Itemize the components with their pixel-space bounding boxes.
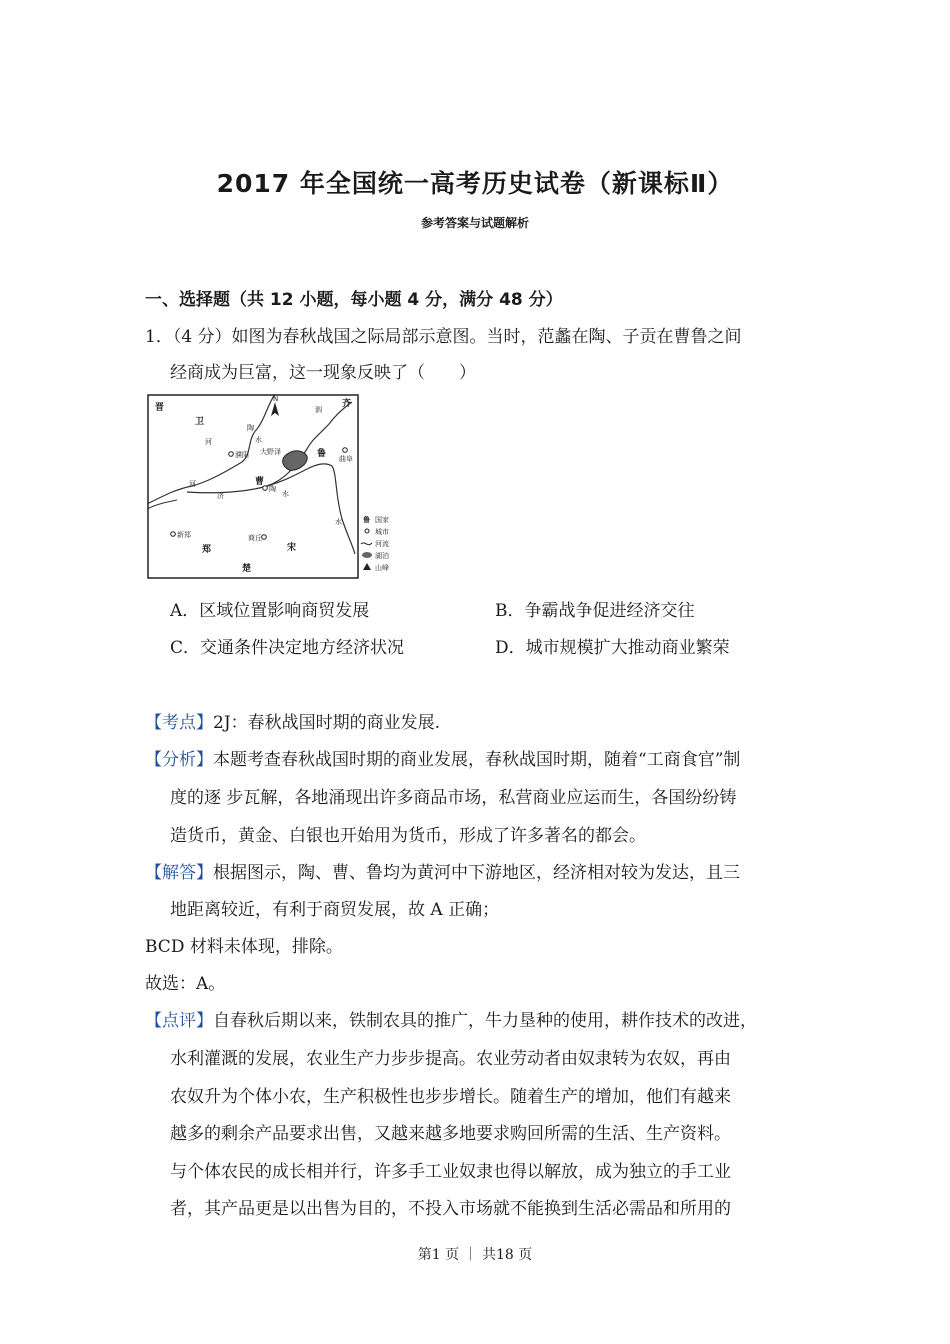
dianping-tag: 【点评】 <box>145 1011 213 1031</box>
legend-lake-icon <box>362 552 372 558</box>
label-tao: 陶 <box>269 485 276 493</box>
legend-river: 河流 <box>375 540 389 548</box>
fenxi-line1 <box>145 745 740 770</box>
page-footer: 第1 页 ｜ 共18 页 <box>417 1247 533 1263</box>
river-label: 水 <box>255 436 262 444</box>
option-c: C．交通条件决定地方经济状况 <box>170 638 405 658</box>
dianping-line2: 水利灌溉的发展，农业生产力步步提高。农业劳动者由奴隶转为农奴，再由 <box>170 1049 731 1069</box>
section-heading: 一、选择题（共 12 小题，每小题 4 分，满分 48 分） <box>145 290 563 310</box>
label-xinzheng: 新郑 <box>177 531 191 539</box>
legend-city-icon <box>365 529 369 533</box>
dianping-line4: 越多的剩余产品要求出售，又越来越多地要求购回所需的生活、生产资料。 <box>170 1124 731 1144</box>
label-lu: 鲁 <box>317 449 327 459</box>
dianping-line3: 农奴升为个体小农，生产积极性也步步增长。随着生产的增加，他们有越来 <box>170 1087 731 1107</box>
river-label: 水 <box>335 518 342 526</box>
legend-mountain-icon <box>363 563 371 570</box>
label-jin: 晋 <box>155 403 165 413</box>
option-a: A．区域位置影响商贸发展 <box>170 601 370 621</box>
fenxi-line2: 度的逐 步瓦解，各地涌现出许多商品市场，私营商业应运而生，各国纷纷铸 <box>170 788 737 808</box>
label-qi: 齐 <box>342 399 352 409</box>
legend-mountain: 山峰 <box>375 564 389 572</box>
label-chu: 楚 <box>242 564 252 574</box>
dianping-text1: 自春秋后期以来，铁制农具的推广，牛力垦种的使用，耕作技术的改进， <box>213 1011 757 1031</box>
river-label: 河 <box>205 438 212 446</box>
city-marker <box>229 452 234 457</box>
river-label: 河 <box>189 480 196 488</box>
label-shangqiu: 商丘 <box>248 534 262 542</box>
question-stem-line2: 经商成为巨富，这一现象反映了（ ） <box>170 363 476 383</box>
label-qufu: 曲阜 <box>339 455 353 463</box>
jieda-line1 <box>145 858 740 883</box>
question-stem-line1: 1．（4 分）如图为春秋战国之际局部示意图。当时，范蠡在陶、子贡在曹鲁之间 <box>145 327 742 347</box>
river-label: 水 <box>282 490 289 498</box>
river-label: 陶 <box>247 424 254 432</box>
jieda-tag: 【解答】 <box>145 863 213 883</box>
label-cao: 曹 <box>255 477 265 487</box>
label-puyang: 濮阳 <box>235 451 249 459</box>
legend-city: 城市 <box>375 528 389 536</box>
fenxi-text1: 本题考查春秋战国时期的商业发展，春秋战国时期，随着“工商食官”制 <box>213 750 741 770</box>
historical-map <box>147 394 407 580</box>
page-title: 2017 年全国统一高考历史试卷（新课标Ⅱ） <box>216 169 734 198</box>
jieda-text1: 根据图示，陶、曹、鲁均为黄河中下游地区，经济相对较为发达，且三 <box>213 863 740 883</box>
fenxi-line3: 造货币，黄金、白银也开始用为货币，形成了许多著名的都会。 <box>170 826 646 846</box>
label-daye: 大野泽 <box>260 448 281 456</box>
city-marker <box>343 448 348 453</box>
label-zheng: 郑 <box>202 545 212 555</box>
option-d: D．城市规模扩大推动商业繁荣 <box>495 638 730 658</box>
legend-state-sample: 鲁 <box>363 516 370 524</box>
answer-line: 故选：A。 <box>145 974 226 994</box>
north-label: N <box>273 395 279 403</box>
legend-state: 国家 <box>375 516 389 524</box>
page-subtitle: 参考答案与试题解析 <box>420 216 529 230</box>
jieda-line3: BCD 材料未体现，排除。 <box>145 937 343 957</box>
river-label: 济 <box>217 492 224 500</box>
kaodian-tag: 【考点】 <box>145 713 213 733</box>
city-marker <box>262 535 267 540</box>
legend-lake: 湖泊 <box>375 552 389 560</box>
city-marker <box>171 532 176 537</box>
river-label: 泗 <box>315 406 322 414</box>
kaodian-text: 2J：春秋战国时期的商业发展. <box>213 713 441 733</box>
label-wei: 卫 <box>195 417 205 427</box>
legend-river-icon <box>361 543 372 545</box>
label-song: 宋 <box>287 543 297 553</box>
dianping-line6: 者，其产品更是以出售为目的，不投入市场就不能换到生活必需品和所用的 <box>170 1199 731 1219</box>
jieda-line2: 地距离较近，有利于商贸发展，故 A 正确； <box>170 900 500 920</box>
kaodian-line <box>145 708 440 733</box>
dianping-line5: 与个体农民的成长相并行，许多手工业奴隶也得以解放，成为独立的手工业 <box>170 1162 731 1182</box>
dianping-line1 <box>145 1006 757 1031</box>
option-b: B．争霸战争促进经济交往 <box>495 601 695 621</box>
fenxi-tag: 【分析】 <box>145 750 213 770</box>
